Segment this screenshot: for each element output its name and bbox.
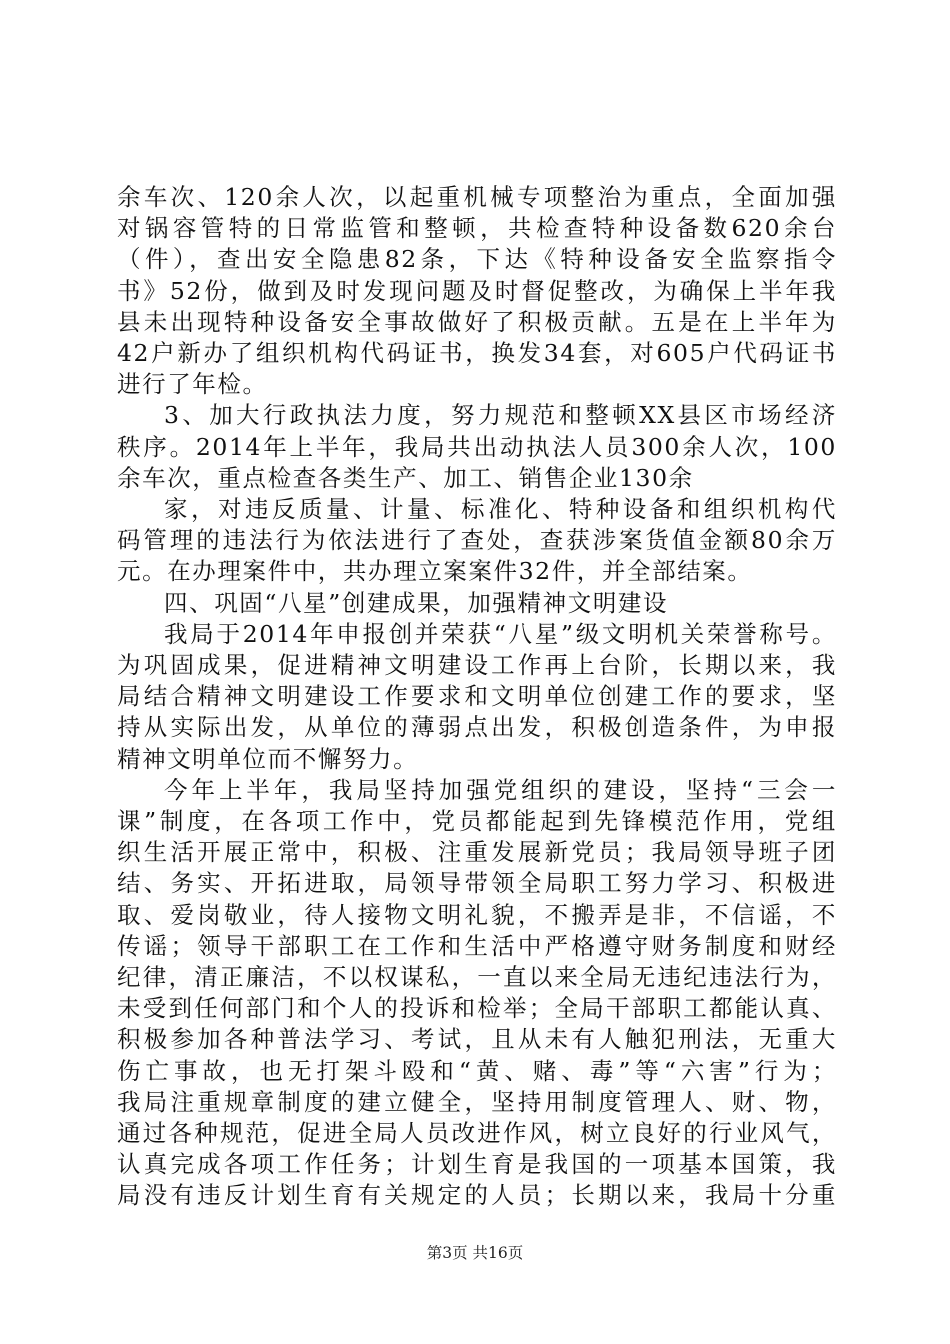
text-line: 42户新办了组织机构代码证书，换发34套，对605户代码证书: [117, 339, 837, 367]
text-line: 为巩固成果，促进精神文明建设工作再上台阶，长期以来，我: [117, 651, 837, 679]
text-line: 余车次、120余人次，以起重机械专项整治为重点，全面加强: [117, 183, 837, 211]
text-line: 结、务实、开拓进取，局领导带领全局职工努力学习、积极进: [117, 869, 837, 898]
text-line: 3、加大行政执法力度，努力规范和整顿XX县区市场经济: [164, 401, 837, 430]
text-line: 家，对违反质量、计量、标准化、特种设备和组织机构代: [164, 495, 837, 523]
text-line: （件），查出安全隐患82条，下达《特种设备安全监察指令: [117, 245, 837, 274]
text-line: 元。在办理案件中，共办理立案案件32件，并全部结案。: [117, 557, 753, 586]
text-line: 局没有违反计划生育有关规定的人员；长期以来，我局十分重: [117, 1181, 837, 1210]
text-line: 持从实际出发，从单位的薄弱点出发，积极创造条件，为申报: [117, 713, 837, 742]
text-line: 书》52份，做到及时发现问题及时督促整改，为确保上半年我: [117, 276, 837, 305]
text-line: 今年上半年，我局坚持加强党组织的建设，坚持“三会一: [164, 775, 837, 804]
text-line: 伤亡事故，也无打架斗殴和“黄、赌、毒”等“六害”行为；: [117, 1056, 837, 1085]
text-line: 通过各种规范，促进全局人员改进作风，树立良好的行业风气，: [117, 1119, 837, 1147]
text-line: 对锅容管特的日常监管和整顿，共检查特种设备数620余台: [117, 214, 837, 243]
text-line: 织生活开展正常中，积极、注重发展新党员；我局领导班子团: [117, 838, 837, 867]
text-line: 传谣；领导干部职工在工作和生活中严格遵守财务制度和财经: [117, 931, 837, 960]
page-number-footer: 第3页 共16页: [426, 1244, 524, 1262]
text-line: 余车次，重点检查各类生产、加工、销售企业130余: [117, 463, 694, 492]
text-line: 取、爱岗敬业，待人接物文明礼貌，不搬弄是非，不信谣，不: [117, 900, 837, 929]
text-line: 我局注重规章制度的建立健全，坚持用制度管理人、财、物，: [117, 1087, 837, 1116]
text-line: 纪律，清正廉洁，不以权谋私，一直以来全局无违纪违法行为，: [117, 963, 837, 991]
text-line: 局结合精神文明建设工作要求和文明单位创建工作的要求，坚: [117, 682, 837, 711]
text-line: 我局于2014年申报创并荣获“八星”级文明机关荣誉称号。: [164, 619, 837, 648]
text-line: 精神文明单位而不懈努力。: [117, 744, 419, 773]
text-line: 秩序。2014年上半年，我局共出动执法人员300余人次，100: [117, 432, 837, 461]
text-line: 进行了年检。: [117, 370, 268, 399]
text-line: 码管理的违法行为依法进行了查处，查获涉案货值金额80余万: [117, 526, 837, 555]
text-line: 课”制度，在各项工作中，党员都能起到先锋模范作用，党组: [117, 807, 837, 835]
text-line: 未受到任何部门和个人的投诉和检举；全局干部职工都能认真、: [117, 994, 837, 1023]
text-line: 县未出现特种设备安全事故做好了积极贡献。五是在上半年为: [117, 307, 837, 336]
text-line: 积极参加各种普法学习、考试，且从未有人触犯刑法，无重大: [117, 1025, 837, 1054]
section-heading: 四、巩固“八星”创建成果，加强精神文明建设: [164, 588, 669, 617]
text-line: 认真完成各项工作任务；计划生育是我国的一项基本国策，我: [117, 1150, 837, 1179]
